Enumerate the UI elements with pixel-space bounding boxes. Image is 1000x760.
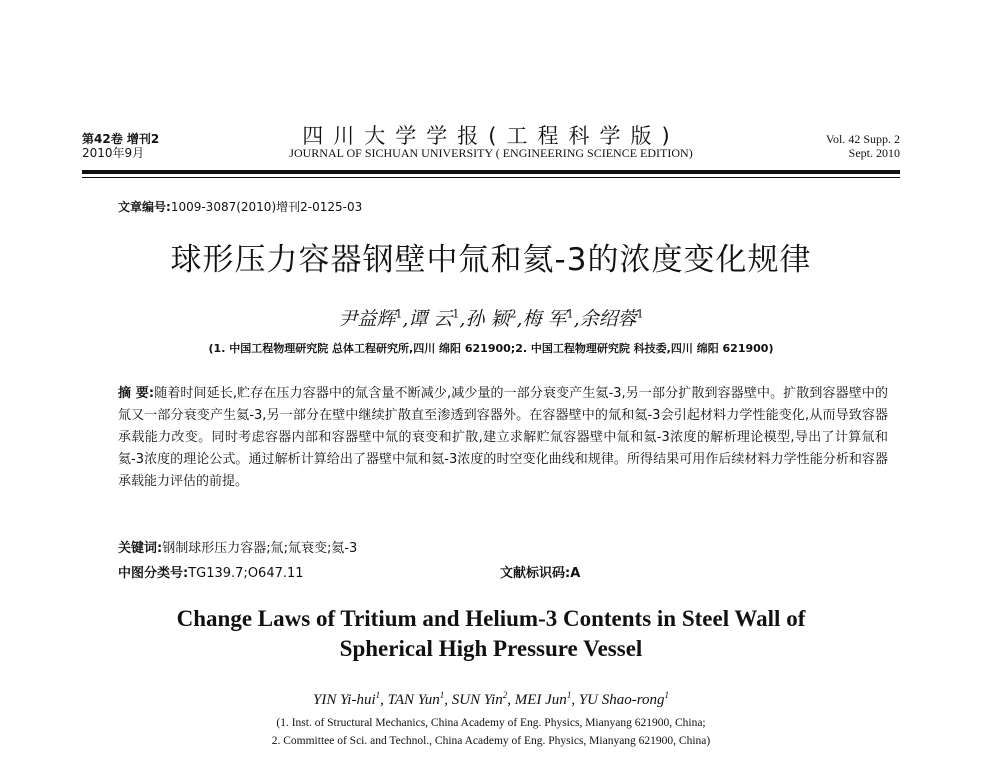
title-cn: 球形压力容器钢壁中氚和氦-3的浓度变化规律 [170,242,812,278]
author-en: MEI Jun [514,692,567,708]
author-cn: 谭 云 [408,308,453,330]
doc-code-label: 文献标识码: [500,566,571,581]
author-en: TAN Yun [387,692,440,708]
title-en-line-2: Spherical High Pressure Vessel [339,636,643,661]
author-aff: 1 [636,307,644,321]
date-en: Sept. 2010 [848,146,900,160]
journal-title-en: JOURNAL OF SICHUAN UNIVERSITY ( ENGINEERING SCIENCE EDITION) [289,146,693,160]
article-number-value: 1009-3087(2010)增刊2-0125-03 [170,200,363,214]
volume-cn: 第42卷 增刊2 [82,132,160,146]
author-en: YIN Yi-hui [312,692,376,708]
authors-en: YIN Yi-hui$^1$, TAN Yun$^1$, SUN Yin$^2$, MEI Jun$^1$, YU Shao-rong$^1$ [312,690,670,708]
abstract-cn [118,383,888,493]
article-number-label: 文章编号: [118,200,171,214]
author-cn: 余绍蓉 [579,308,637,330]
author-aff: 1 [566,307,574,321]
abstract-text: 随着时间延长,贮存在压力容器中的氚含量不断减少,减少量的一部分衰变产生氦-3,另一部分扩散到容器壁中。扩散到容器壁中的氚又一部分衰变产生氦-3,另一部分在壁中继续扩散直至渗透到容器外。在容器壁中的氚和氦-3会引起材料力学性能变化,从而导致容器承载能力改变。同时考虑容器内部和容器壁中氚的衰变和扩散,建立求解贮氚容器壁中氚和氦-3浓度的解析理论模型,导出了计算氚和氦-3浓度的理论公式。通过解析计算给出了器壁中氚和氦-3浓度的时空变化曲线和规律。所得结果可用作后续材料力学性能分析和容器承载能力评估的前提。 [118,386,888,489]
affiliation-en-line-1: (1. Inst. of Structural Mechanics, China Academy of Eng. Physics, Mianyang 621900, China; [276,717,706,729]
clc-label: 中图分类号: [118,566,189,581]
affiliation-en-line-2: 2. Committee of Sci. and Technol., China Academy of Eng. Physics, Mianyang 621900, China) [271,735,711,747]
journal-title-cn: 四川大学学报(工程科学版) [302,124,680,148]
authors-cn: 尹益辉$^1$,谭 云$^1$,孙 颖$^2$,梅 军$^1$,余绍蓉$^1$ [338,307,644,330]
author-aff: 1 [375,690,381,700]
author-aff: 1 [439,690,445,700]
article-number [118,198,362,215]
header-rule-thin [82,177,900,178]
clc-value: TG139.7;O647.11 [188,566,304,581]
author-aff: 1 [664,690,670,700]
classification-row [118,562,888,581]
header-row-2 [82,144,900,161]
author-aff: 1 [395,307,403,321]
author-cn: 孙 颖 [465,308,510,330]
author-aff: 2 [502,690,508,700]
author-cn: 尹益辉 [338,308,396,330]
title-en-line-1: Change Laws of Tritium and Helium-3 Contents in Steel Wall of [176,606,806,631]
volume-en: Vol. 42 Supp. 2 [825,132,900,146]
keywords-cn [118,537,357,556]
author-aff: 2 [509,307,517,321]
author-cn: 梅 军 [522,308,567,330]
abstract-label: 摘 要: [118,386,155,401]
author-aff: 1 [566,690,572,700]
keywords-text: 钢制球形压力容器;氚;氚衰变;氦-3 [162,541,358,556]
author-aff: 1 [452,307,460,321]
clc-code [118,562,304,581]
date-cn: 2010年9月 [82,146,145,160]
title-en [82,604,900,664]
author-en: YU Shao-rong [578,692,665,708]
affiliation-cn: (1. 中国工程物理研究院 总体工程研究所,四川 绵阳 621900;2. 中国工程物理研究院 科技委,四川 绵阳 621900) [208,342,774,355]
doc-code-value: A [570,566,581,581]
author-en: SUN Yin [451,692,503,708]
document-code [500,562,580,581]
header-rule-thick [82,170,900,174]
keywords-label: 关键词: [118,541,163,556]
